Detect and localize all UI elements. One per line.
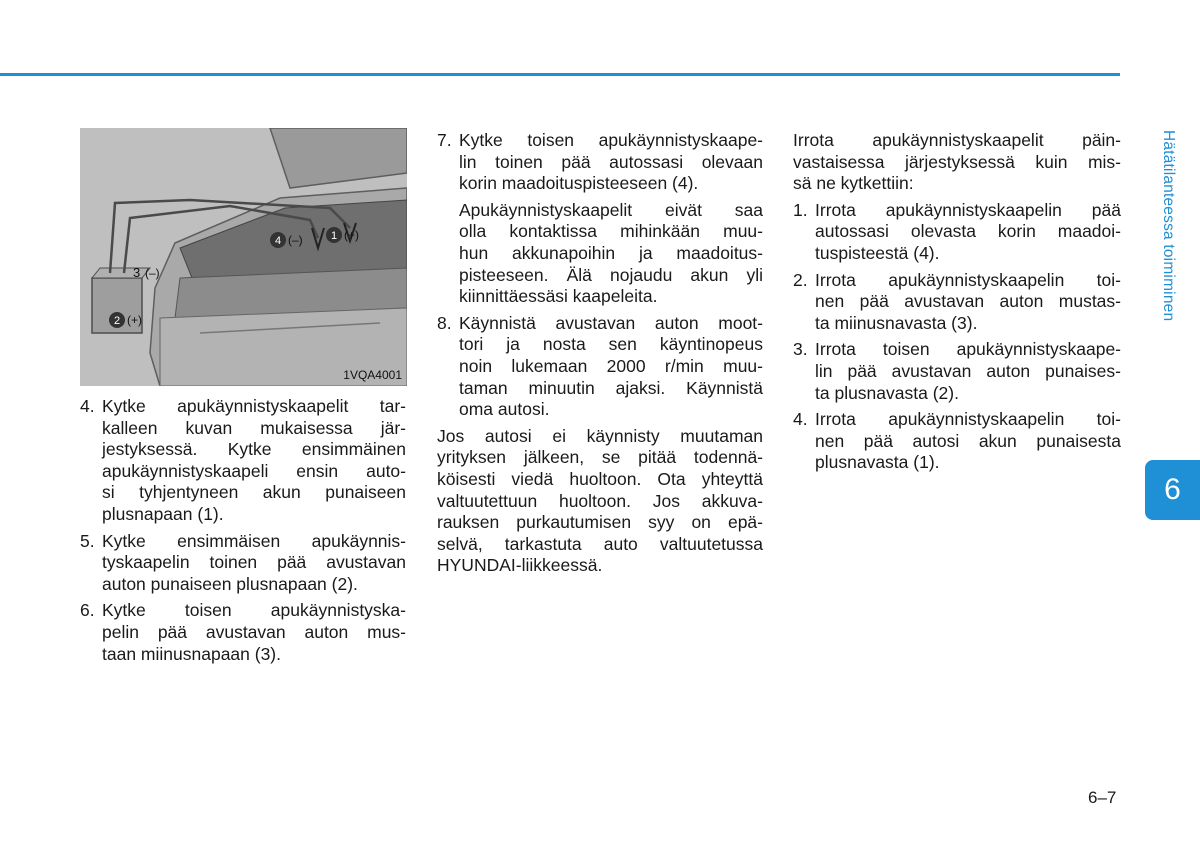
step-number: 6. xyxy=(80,600,95,621)
text-line: valtuutettuun huoltoon. Jos akkuva- xyxy=(437,490,763,511)
text-line: Kytke ensimmäisen apukäynnis- xyxy=(102,530,406,551)
text-line: pelin pää avustavan auton mus- xyxy=(102,621,406,642)
step-8 xyxy=(437,313,763,421)
disconnect-step-4 xyxy=(793,409,1121,474)
step-number: 7. xyxy=(437,130,452,150)
step-number: 4. xyxy=(793,409,808,430)
text-line: nen pää autosi akun punaisesta xyxy=(815,430,1121,451)
callout-2-sign: (+) xyxy=(127,313,142,327)
text-line: auton punaiseen plusnapaan (2). xyxy=(102,573,358,594)
figure-code: 1VQA4001 xyxy=(343,368,402,382)
text-line: Irrota apukäynnistyskaapelin toi- xyxy=(815,409,1121,430)
text-line: hun akkunapoihin ja maadoitus- xyxy=(459,242,763,263)
step-text xyxy=(459,313,763,421)
step-text xyxy=(102,396,406,526)
chapter-tab: 6 xyxy=(1145,460,1200,520)
text-line: plusnavasta (1). xyxy=(815,452,940,473)
text-line: kalleen kuvan mukaisessa jär- xyxy=(102,417,406,438)
step-text xyxy=(102,600,406,665)
text-line: tori ja nosta sen käyntinopeus xyxy=(459,334,763,355)
step-4 xyxy=(80,396,406,526)
text-line: autossasi olevasta korin maadoi- xyxy=(815,221,1121,242)
text-line: rauksen purkautumisen syy on epä- xyxy=(437,512,763,533)
text-line: oma autosi. xyxy=(459,399,550,420)
callout-3-num: 3 xyxy=(133,265,141,280)
step-text xyxy=(815,409,1121,474)
text-line: plusnapaan (1). xyxy=(102,503,224,524)
text-line: tyskaapelin toinen pää avustavan xyxy=(102,552,406,573)
callout-4-num: 4 xyxy=(274,235,282,247)
step-number: 4. xyxy=(80,396,95,416)
service-paragraph xyxy=(437,426,763,577)
step-number: 2. xyxy=(793,269,808,290)
text-line: ta miinusnavasta (3). xyxy=(815,312,978,333)
step-text xyxy=(459,130,763,195)
disconnect-step-1 xyxy=(793,200,1121,265)
car-illustration xyxy=(80,128,407,386)
text-line: Käynnistä avustavan auton moot- xyxy=(459,312,763,333)
column-3 xyxy=(793,130,1121,479)
text-line: tuspisteestä (4). xyxy=(815,242,940,263)
text-line: jestyksessä. Kytke ensimmäinen xyxy=(102,439,406,460)
text-line: Irrota toisen apukäynnistyskaape- xyxy=(815,339,1121,360)
step-5 xyxy=(80,531,406,596)
disconnect-step-2 xyxy=(793,270,1121,335)
text-line: köisesti viedä huoltoon. Ota yhteyttä xyxy=(437,468,763,489)
text-line: Kytke apukäynnistyskaapelit tar- xyxy=(102,396,406,416)
text-line: taan miinusnapaan (3). xyxy=(102,643,281,664)
text-line: Irrota apukäynnistyskaapelin pää xyxy=(815,199,1121,220)
text-line: HYUNDAI-liikkeessä. xyxy=(437,555,603,576)
step-text xyxy=(102,531,406,596)
step-number: 1. xyxy=(793,199,808,220)
step-6 xyxy=(80,600,406,665)
callout-1-sign: (+) xyxy=(344,228,359,242)
text-line: sä ne kytkettiin: xyxy=(793,173,914,194)
text-line: ta plusnavasta (2). xyxy=(815,382,959,403)
step-number: 5. xyxy=(80,530,95,551)
step-7-note xyxy=(459,200,763,308)
step-text xyxy=(815,200,1121,265)
text-line: si tyhjentyneen akun punaiseen xyxy=(102,482,406,503)
text-line: lin pää avustavan auton punaises- xyxy=(815,360,1121,381)
column-2 xyxy=(437,130,763,582)
text-line: Kytke toisen apukäynnistyska- xyxy=(102,600,406,621)
text-line: vastaisessa järjestyksessä kuin mis- xyxy=(793,151,1121,172)
text-line: apukäynnistyskaapeli ensin auto- xyxy=(102,460,406,481)
text-line: korin maadoituspisteeseen (4). xyxy=(459,173,699,194)
page-number: 6–7 xyxy=(1088,788,1117,807)
text-line: Irrota apukäynnistyskaapelin toi- xyxy=(815,269,1121,290)
step-number: 3. xyxy=(793,339,808,360)
text-line: Apukäynnistyskaapelit eivät saa xyxy=(459,199,763,220)
text-line: taman minuutin ajaksi. Käynnistä xyxy=(459,377,763,398)
disconnect-step-3 xyxy=(793,339,1121,404)
text-line: yrityksen jälkeen, se pitää todennä- xyxy=(437,447,763,468)
callout-2-num: 2 xyxy=(113,315,121,327)
text-line: kiinnittäessäsi kaapeleita. xyxy=(459,286,658,307)
callout-4-sign: (–) xyxy=(288,233,303,247)
header-rule xyxy=(0,73,1120,76)
text-line: lin toinen pää autossasi olevaan xyxy=(459,151,763,172)
step-text xyxy=(815,339,1121,404)
text-line: Jos autosi ei käynnisty muutaman xyxy=(437,425,763,446)
text-line: selvä, tarkastuta auto valtuutetussa xyxy=(437,533,763,554)
chapter-side-label: Hätätilanteessa toimiminen xyxy=(1160,130,1177,322)
step-7 xyxy=(437,130,763,195)
disconnect-intro xyxy=(793,130,1121,195)
step-text xyxy=(815,270,1121,335)
text-line: nen pää avustavan auton mustas- xyxy=(815,291,1121,312)
callout-3-sign: (–) xyxy=(145,266,160,280)
column-1 xyxy=(80,396,406,670)
jump-start-figure xyxy=(80,128,407,386)
text-line: Irrota apukäynnistyskaapelit päin- xyxy=(793,130,1121,150)
text-line: olla kontaktissa mihinkään muu- xyxy=(459,221,763,242)
text-line: noin lukemaan 2000 r/min muu- xyxy=(459,355,763,376)
callout-1-num: 1 xyxy=(330,230,338,242)
step-number: 8. xyxy=(437,312,452,333)
text-line: pisteeseen. Älä nojaudu akun yli xyxy=(459,264,763,285)
text-line: Kytke toisen apukäynnistyskaape- xyxy=(459,130,763,150)
